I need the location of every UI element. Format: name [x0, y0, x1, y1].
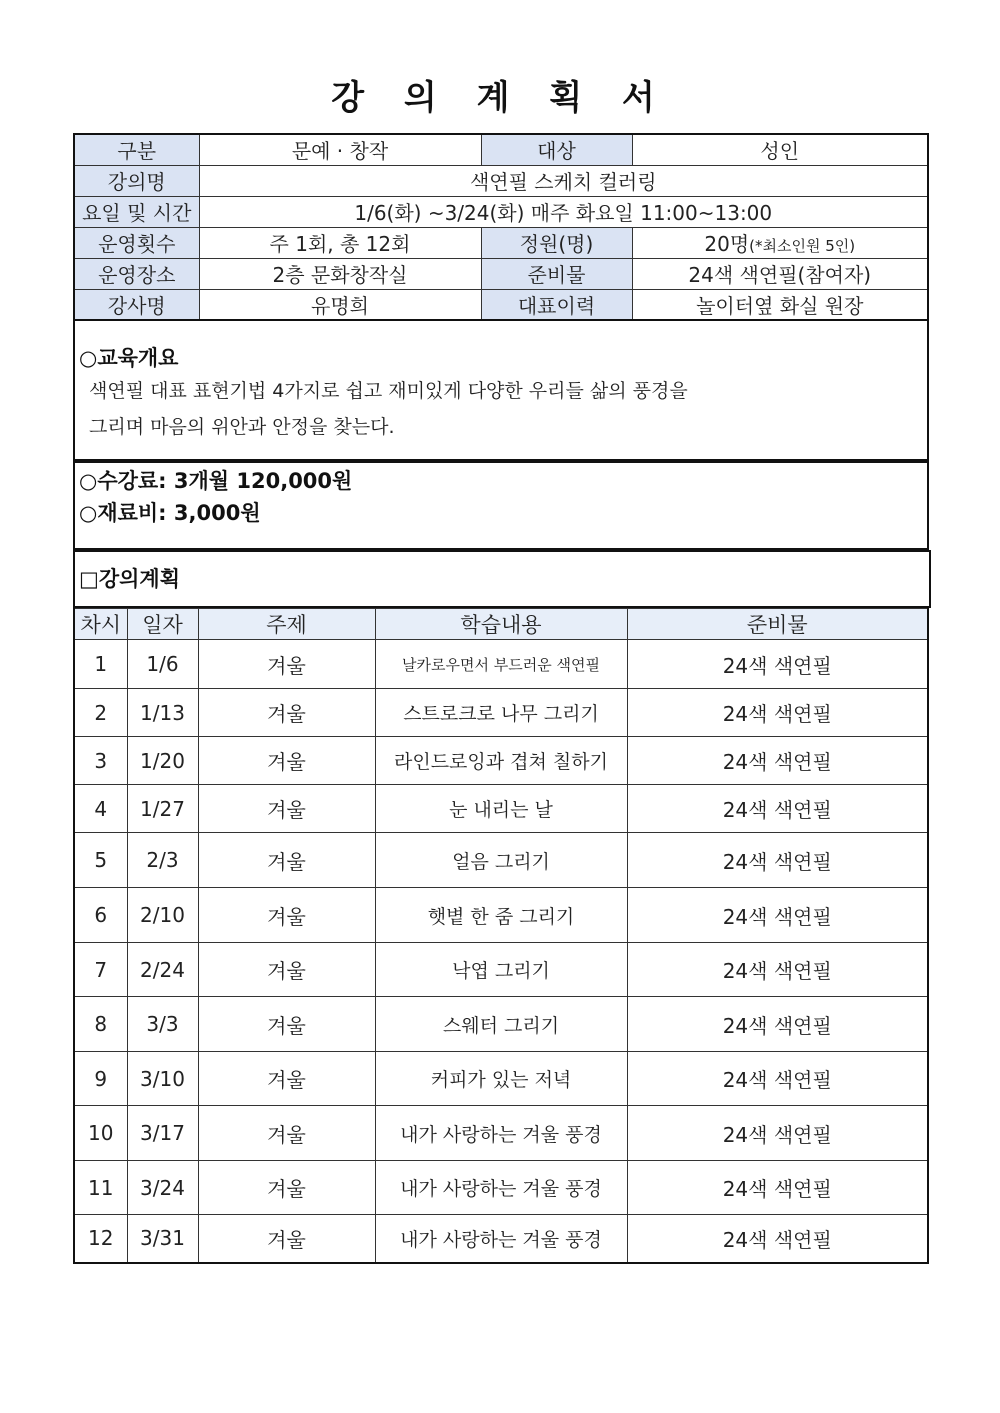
session-supplies: 24색 색연필	[627, 737, 928, 785]
fees-section	[73, 461, 929, 550]
lecture-plan-document	[73, 133, 929, 1264]
session-date: 1/6	[127, 640, 198, 689]
session-supplies: 24색 색연필	[627, 1106, 928, 1161]
overview-line-1: 색연필 대표 표현기법 4가지로 쉽고 재미있게 다양한 우리들 삶의 풍경을	[89, 380, 688, 402]
supplies-label: 준비물	[481, 258, 632, 289]
session-topic: 겨울	[198, 689, 375, 737]
place-value: 2층 문화창작실	[199, 258, 481, 289]
session-supplies: 24색 색연필	[627, 640, 928, 689]
session-date: 3/31	[127, 1215, 198, 1263]
capacity-note: (*최소인원 5인)	[749, 237, 856, 255]
col-supplies: 준비물	[627, 609, 928, 640]
table-row	[74, 888, 928, 943]
material-fee: ○재료비: 3,000원	[79, 501, 261, 525]
session-date: 1/27	[127, 785, 198, 833]
info-row-category	[74, 134, 928, 165]
info-row-schedule	[74, 196, 928, 227]
session-content: 커피가 있는 저녁	[375, 1052, 627, 1106]
table-row	[74, 1215, 928, 1263]
session-no: 8	[74, 997, 127, 1052]
col-date: 일자	[127, 609, 198, 640]
session-topic: 겨울	[198, 1052, 375, 1106]
session-topic: 겨울	[198, 1161, 375, 1215]
plan-heading-box	[73, 550, 931, 608]
course-value: 색연필 스케치 컬러링	[199, 165, 928, 196]
table-row	[74, 640, 928, 689]
session-topic: 겨울	[198, 888, 375, 943]
session-no: 3	[74, 737, 127, 785]
session-date: 2/24	[127, 943, 198, 997]
info-row-sessions	[74, 227, 928, 258]
session-topic: 겨울	[198, 785, 375, 833]
col-session: 차시	[74, 609, 127, 640]
target-value: 성인	[632, 134, 928, 165]
target-label: 대상	[481, 134, 632, 165]
category-label: 구분	[74, 134, 199, 165]
tuition-fee: ○수강료: 3개월 120,000원	[79, 469, 353, 493]
session-date: 1/13	[127, 689, 198, 737]
course-label: 강의명	[74, 165, 199, 196]
session-date: 3/24	[127, 1161, 198, 1215]
session-topic: 겨울	[198, 997, 375, 1052]
session-content: 라인드로잉과 겹쳐 칠하기	[375, 737, 627, 785]
table-row	[74, 997, 928, 1052]
schedule-label: 요일 및 시간	[74, 196, 199, 227]
table-row	[74, 1052, 928, 1106]
session-no: 4	[74, 785, 127, 833]
session-content: 내가 사랑하는 겨울 풍경	[375, 1215, 627, 1263]
session-no: 2	[74, 689, 127, 737]
session-content: 내가 사랑하는 겨울 풍경	[375, 1161, 627, 1215]
session-date: 2/3	[127, 833, 198, 888]
schedule-value: 1/6(화) ~3/24(화) 매주 화요일 11:00~13:00	[199, 196, 928, 227]
session-topic: 겨울	[198, 833, 375, 888]
info-row-instructor	[74, 289, 928, 320]
place-label: 운영장소	[74, 258, 199, 289]
career-label: 대표이력	[481, 289, 632, 320]
session-content: 눈 내리는 날	[375, 785, 627, 833]
table-row	[74, 785, 928, 833]
session-supplies: 24색 색연필	[627, 888, 928, 943]
session-supplies: 24색 색연필	[627, 1215, 928, 1263]
session-no: 9	[74, 1052, 127, 1106]
session-content: 얼음 그리기	[375, 833, 627, 888]
info-row-course	[74, 165, 928, 196]
session-date: 1/20	[127, 737, 198, 785]
supplies-value: 24색 색연필(참여자)	[632, 258, 928, 289]
overview-line-2: 그리며 마음의 위안과 안정을 찾는다.	[89, 416, 395, 438]
session-date: 3/3	[127, 997, 198, 1052]
session-no: 6	[74, 888, 127, 943]
session-no: 11	[74, 1161, 127, 1215]
table-row	[74, 689, 928, 737]
overview-section	[73, 321, 929, 461]
session-topic: 겨울	[198, 1215, 375, 1263]
session-no: 1	[74, 640, 127, 689]
career-value: 놀이터옆 화실 원장	[632, 289, 928, 320]
session-supplies: 24색 색연필	[627, 785, 928, 833]
category-value: 문예 · 창작	[199, 134, 481, 165]
overview-heading: ○교육개요	[79, 346, 179, 370]
session-content: 햇볕 한 줌 그리기	[375, 888, 627, 943]
schedule-table	[73, 608, 929, 1264]
plan-heading: □강의계획	[79, 567, 180, 591]
session-no: 7	[74, 943, 127, 997]
session-supplies: 24색 색연필	[627, 833, 928, 888]
session-topic: 겨울	[198, 943, 375, 997]
capacity-cell	[632, 227, 928, 258]
session-content: 내가 사랑하는 겨울 풍경	[375, 1106, 627, 1161]
sessions-value: 주 1회, 총 12회	[199, 227, 481, 258]
capacity-value: 20명	[704, 232, 750, 256]
session-date: 2/10	[127, 888, 198, 943]
session-date: 3/10	[127, 1052, 198, 1106]
course-info-table	[73, 133, 929, 321]
table-row	[74, 1106, 928, 1161]
session-supplies: 24색 색연필	[627, 689, 928, 737]
session-topic: 겨울	[198, 1106, 375, 1161]
session-supplies: 24색 색연필	[627, 943, 928, 997]
info-row-place	[74, 258, 928, 289]
table-row	[74, 833, 928, 888]
session-supplies: 24색 색연필	[627, 997, 928, 1052]
col-content: 학습내용	[375, 609, 627, 640]
session-content: 날카로우면서 부드러운 색연필	[375, 640, 627, 689]
session-no: 10	[74, 1106, 127, 1161]
schedule-header-row	[74, 609, 928, 640]
col-topic: 주제	[198, 609, 375, 640]
sessions-label: 운영횟수	[74, 227, 199, 258]
capacity-label: 정원(명)	[481, 227, 632, 258]
session-content: 스트로크로 나무 그리기	[375, 689, 627, 737]
session-topic: 겨울	[198, 640, 375, 689]
session-date: 3/17	[127, 1106, 198, 1161]
session-content: 스웨터 그리기	[375, 997, 627, 1052]
session-supplies: 24색 색연필	[627, 1161, 928, 1215]
instructor-value: 유명희	[199, 289, 481, 320]
page-title: 강 의 계 획 서	[331, 78, 669, 118]
session-no: 12	[74, 1215, 127, 1263]
session-no: 5	[74, 833, 127, 888]
table-row	[74, 1161, 928, 1215]
session-supplies: 24색 색연필	[627, 1052, 928, 1106]
session-content: 낙엽 그리기	[375, 943, 627, 997]
table-row	[74, 737, 928, 785]
session-topic: 겨울	[198, 737, 375, 785]
instructor-label: 강사명	[74, 289, 199, 320]
table-row	[74, 943, 928, 997]
